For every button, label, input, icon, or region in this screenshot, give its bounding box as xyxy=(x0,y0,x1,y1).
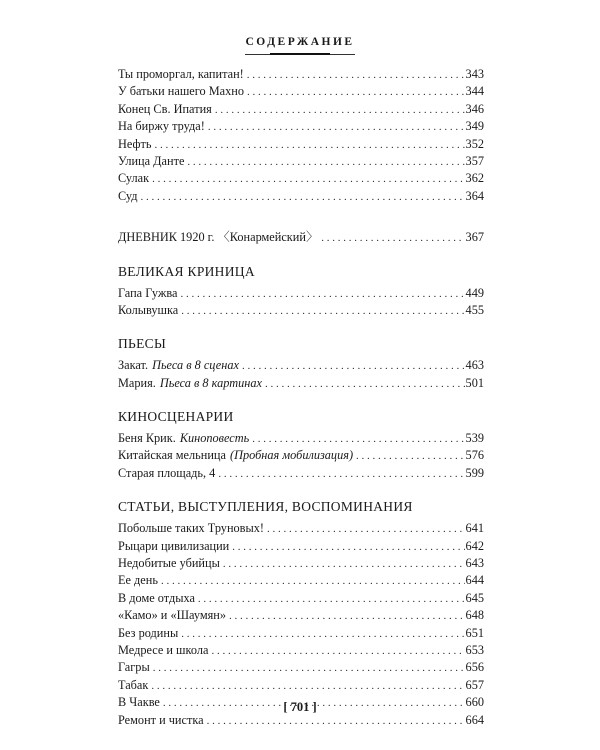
toc-entry-subtitle: Киноповесть xyxy=(179,431,250,446)
toc-entry xyxy=(118,285,484,302)
toc-entry-title: Суд xyxy=(118,188,138,203)
toc-section-title: СТАТЬИ, ВЫСТУПЛЕНИЯ, ВОСПОМИНАНИЯ xyxy=(118,499,413,515)
toc-entry-page: 449 xyxy=(465,285,484,300)
toc-section xyxy=(118,498,484,729)
table-of-contents xyxy=(118,66,484,729)
dot-leader xyxy=(151,678,464,695)
toc-section xyxy=(118,335,484,392)
toc-entry-subtitle: Пьеса в 8 картинах xyxy=(159,375,262,390)
toc-entry-subtitle: (Пробная мобилизация) xyxy=(229,448,354,463)
toc-entry-page: 455 xyxy=(465,302,484,317)
toc-entry xyxy=(118,607,484,624)
toc-entry-title: На биржу труда! xyxy=(118,119,205,134)
toc-entry xyxy=(118,555,484,572)
toc-entry-title: Ее день xyxy=(118,573,158,588)
toc-entry-title: Недобитые убийцы xyxy=(118,556,220,571)
dot-leader xyxy=(242,358,465,375)
toc-entry xyxy=(118,447,484,464)
toc-section-title: КИНОСЦЕНАРИИ xyxy=(118,409,234,425)
toc-entry-page: 576 xyxy=(465,448,484,463)
toc-entry-title: Мария. xyxy=(118,375,156,390)
toc-entry xyxy=(118,590,484,607)
toc-entry-page: 643 xyxy=(465,556,484,571)
dot-leader xyxy=(218,466,464,483)
toc-entry-title: Старая площадь, 4 xyxy=(118,465,216,480)
toc-entry-title: Гапа Гужва xyxy=(118,285,178,300)
page-number: [ 701 ] xyxy=(283,700,317,714)
toc-entry-page: 343 xyxy=(465,67,484,81)
dot-leader xyxy=(223,556,465,573)
toc-entry-title: Побольше таких Труновых! xyxy=(118,521,264,536)
toc-entry-title: Беня Крик. xyxy=(118,431,176,446)
toc-entry xyxy=(118,625,484,642)
toc-entry xyxy=(118,136,484,153)
toc-entry-title: Рыцари цивилизации xyxy=(118,538,230,553)
toc-entry-title: «Камо» и «Шаумян» xyxy=(118,608,226,623)
toc-entry-page: 648 xyxy=(465,608,484,623)
dot-leader xyxy=(252,431,464,448)
toc-entry-title: Сулак xyxy=(118,171,150,186)
dot-leader xyxy=(247,84,465,101)
dot-leader xyxy=(187,154,464,171)
toc-entry-subtitle: Пьеса в 8 сценах xyxy=(152,358,239,373)
toc-entry xyxy=(118,188,484,205)
toc-entry-page: 352 xyxy=(465,136,484,151)
toc-entry xyxy=(118,465,484,482)
toc-entry xyxy=(118,520,484,537)
toc-entry-page: 344 xyxy=(465,84,484,99)
toc-entry-title: Медресе и школа xyxy=(118,642,209,657)
toc-section-continued xyxy=(118,66,484,205)
toc-entry-page: 346 xyxy=(465,101,484,116)
toc-entry-page: 364 xyxy=(465,188,484,203)
dot-leader xyxy=(215,102,465,119)
toc-entry-page: 349 xyxy=(465,119,484,134)
dot-leader xyxy=(232,539,464,556)
toc-entry-title: Колывушка xyxy=(118,302,179,317)
dot-leader xyxy=(152,171,464,188)
toc-entry-page: 641 xyxy=(465,521,484,536)
dot-leader xyxy=(356,448,465,465)
toc-entry-title: Табак xyxy=(118,677,149,692)
toc-entry xyxy=(118,66,484,83)
dot-leader xyxy=(181,626,464,643)
toc-entry-page: 644 xyxy=(465,573,484,588)
dot-leader xyxy=(153,660,465,677)
toc-entry xyxy=(118,170,484,187)
toc-entry xyxy=(118,375,484,392)
toc-entry-title: Нефть xyxy=(118,136,152,151)
toc-entry xyxy=(118,677,484,694)
toc-entry xyxy=(118,430,484,447)
toc-entry-title: Конец Св. Ипатия xyxy=(118,101,212,116)
toc-entry-title: Ремонт и чистка xyxy=(118,712,204,727)
toc-entry xyxy=(118,357,484,374)
toc-entry-page: 642 xyxy=(465,538,484,553)
toc-section-title: ВЕЛИКАЯ КРИНИЦА xyxy=(118,263,255,279)
toc-entry-page: 357 xyxy=(465,153,484,168)
toc-entry-title: Гагры xyxy=(118,660,150,675)
toc-entry-title: Закат. xyxy=(118,358,149,373)
toc-section xyxy=(118,408,484,482)
page-header-title: СОДЕРЖАНИЕ xyxy=(245,36,355,48)
dot-leader xyxy=(181,303,464,320)
header-rule-accent xyxy=(270,53,330,55)
toc-section-title: ПЬЕСЫ xyxy=(118,336,167,352)
dot-leader xyxy=(211,643,464,660)
toc-entry-page: 367 xyxy=(465,230,484,245)
dot-leader xyxy=(180,286,464,303)
dot-leader xyxy=(154,137,464,154)
dot-leader xyxy=(161,573,465,590)
toc-entry xyxy=(118,118,484,135)
dot-leader xyxy=(229,608,465,625)
toc-entry xyxy=(118,572,484,589)
toc-entry-page: 651 xyxy=(465,625,484,640)
toc-entry xyxy=(118,659,484,676)
toc-entry-title: ДНЕВНИК 1920 г. 〈Конармейский〉 xyxy=(118,230,319,245)
toc-entry-title: В Чакве xyxy=(118,695,160,710)
toc-entry-title: Китайская мельница xyxy=(118,448,226,463)
toc-entry xyxy=(118,642,484,659)
toc-entry-page: 539 xyxy=(465,431,484,446)
toc-entry-title: Без родины xyxy=(118,625,179,640)
dot-leader xyxy=(265,376,465,393)
toc-entry-page: 657 xyxy=(465,677,484,692)
toc-entry-page: 463 xyxy=(465,358,484,373)
dot-leader xyxy=(247,67,465,84)
toc-entry xyxy=(118,302,484,319)
toc-entry xyxy=(118,153,484,170)
toc-entry-page: 660 xyxy=(465,695,484,710)
toc-entry-page: 362 xyxy=(465,171,484,186)
dot-leader xyxy=(321,230,464,247)
dot-leader xyxy=(198,591,465,608)
toc-entry xyxy=(118,229,484,246)
toc-entry-page: 656 xyxy=(465,660,484,675)
toc-section xyxy=(118,263,484,320)
toc-entry-title: У батьки нашего Махно xyxy=(118,84,244,99)
toc-section xyxy=(118,229,484,246)
toc-entry-page: 664 xyxy=(465,712,484,727)
toc-entry xyxy=(118,83,484,100)
toc-entry-page: 599 xyxy=(465,465,484,480)
toc-entry xyxy=(118,101,484,118)
dot-leader xyxy=(267,521,465,538)
toc-entry-page: 653 xyxy=(465,642,484,657)
dot-leader xyxy=(208,119,465,136)
toc-entry-page: 501 xyxy=(465,375,484,390)
toc-entry xyxy=(118,538,484,555)
dot-leader xyxy=(207,713,465,730)
dot-leader xyxy=(141,189,465,206)
toc-entry-title: В доме отдыха xyxy=(118,590,195,605)
toc-entry-page: 645 xyxy=(465,590,484,605)
toc-entry-title: Ты проморгал, капитан! xyxy=(118,67,244,81)
toc-entry-title: Улица Данте xyxy=(118,153,185,168)
